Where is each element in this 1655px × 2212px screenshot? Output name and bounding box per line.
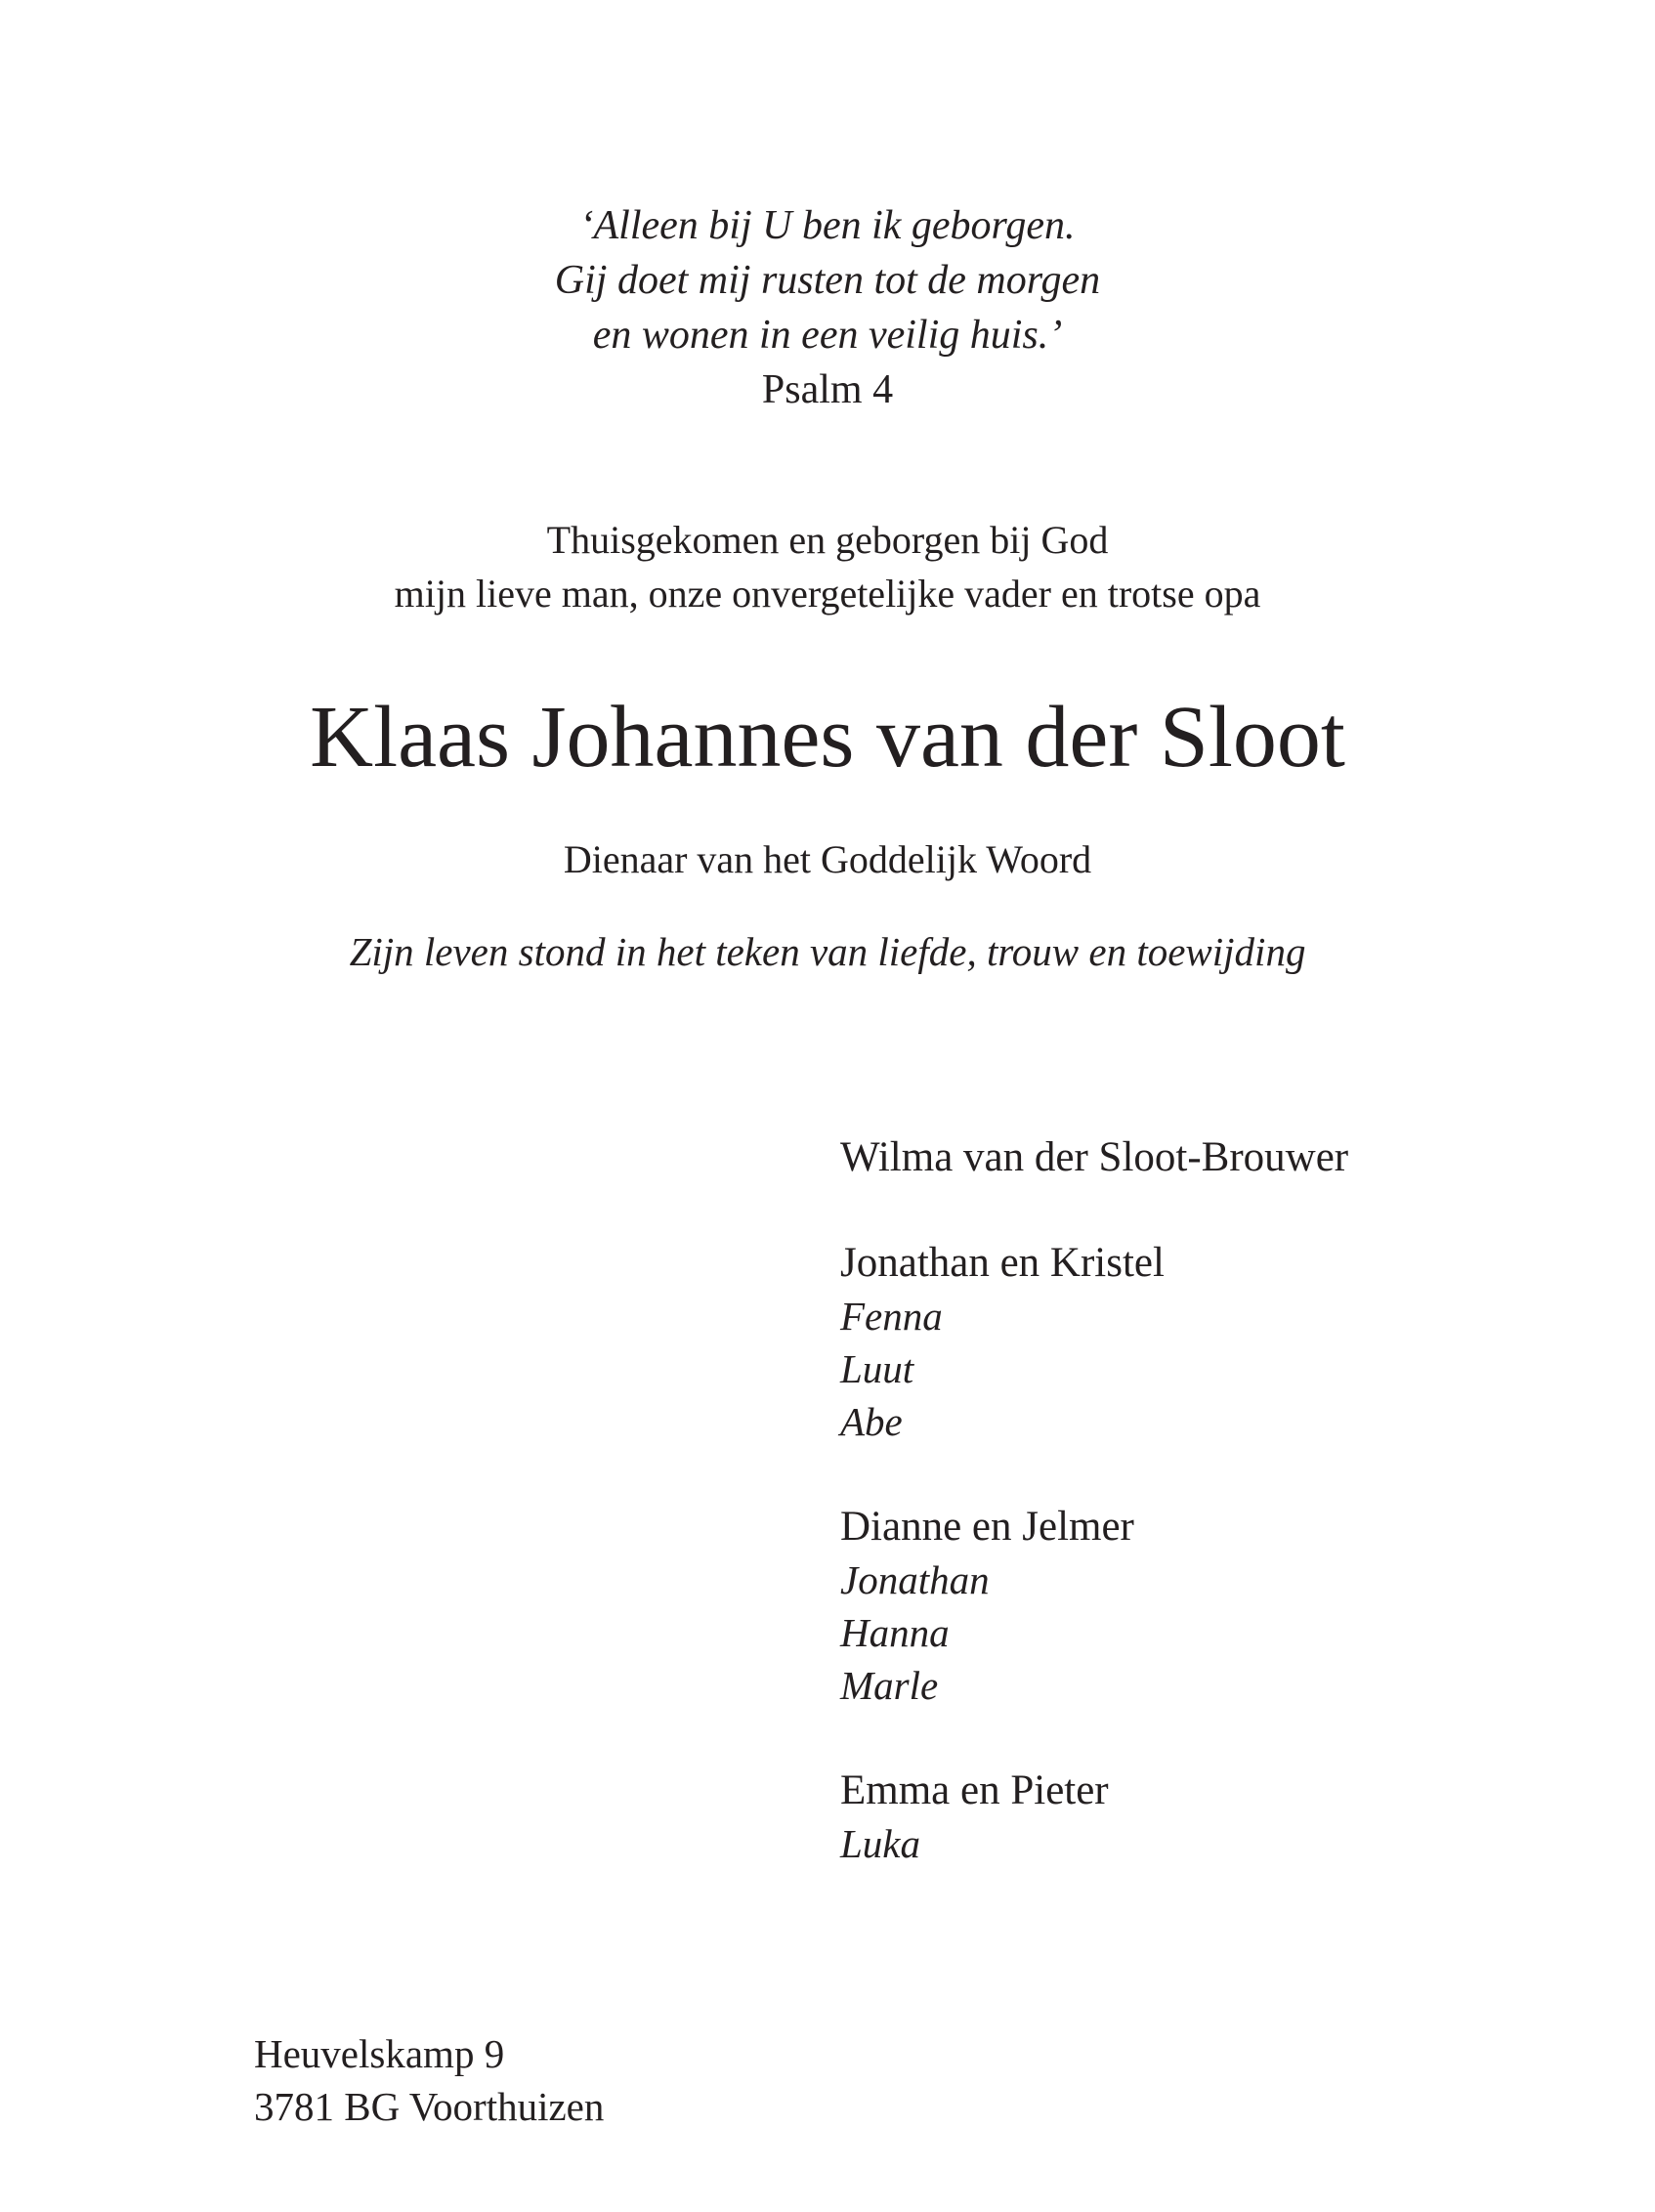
- family-group: [840, 1765, 1348, 1870]
- parents-names: Jonathan en Kristel: [840, 1240, 1165, 1286]
- verse-line: en wonen in een veilig huis.’: [592, 313, 1063, 358]
- intro-text: [0, 513, 1655, 620]
- family-list: [840, 1131, 1348, 1923]
- psalm-verse: [0, 198, 1655, 417]
- grandchild-name: Marle: [840, 1663, 939, 1708]
- grandchild-name: Luka: [840, 1821, 920, 1866]
- spouse-name: Wilma van der Sloot-Brouwer: [840, 1134, 1349, 1180]
- address-block: [254, 2027, 604, 2133]
- grandchild-name: Abe: [840, 1399, 903, 1444]
- intro-line: Thuisgekomen en geborgen bij God: [546, 518, 1109, 562]
- parents-names: Dianne en Jelmer: [840, 1504, 1134, 1550]
- verse-line: Gij doet mij rusten tot de morgen: [554, 258, 1101, 303]
- intro-line: mijn lieve man, onze onvergetelijke vader en trotse opa: [394, 572, 1261, 616]
- address-street: Heuvelskamp 9: [254, 2031, 505, 2076]
- grandchild-name: Luut: [840, 1346, 914, 1391]
- parents-names: Emma en Pieter: [840, 1767, 1109, 1813]
- address-city: 3781 BG Voorthuizen: [254, 2084, 605, 2129]
- grandchild-name: Jonathan: [840, 1557, 990, 1602]
- role-text: Dienaar van het Goddelijk Woord: [563, 837, 1092, 881]
- verse-source: Psalm 4: [761, 367, 894, 412]
- grandchild-name: Hanna: [840, 1610, 950, 1655]
- spouse-group: [840, 1131, 1348, 1184]
- family-group: [840, 1237, 1348, 1448]
- deceased-name: Klaas Johannes van der Sloot: [310, 689, 1345, 786]
- grandchild-name: Fenna: [840, 1294, 943, 1339]
- motto-text: Zijn leven stond in het teken van liefde, trouw en toewijding: [349, 929, 1306, 974]
- verse-line: ‘Alleen bij U ben ik geborgen.: [579, 203, 1076, 248]
- family-group: [840, 1501, 1348, 1712]
